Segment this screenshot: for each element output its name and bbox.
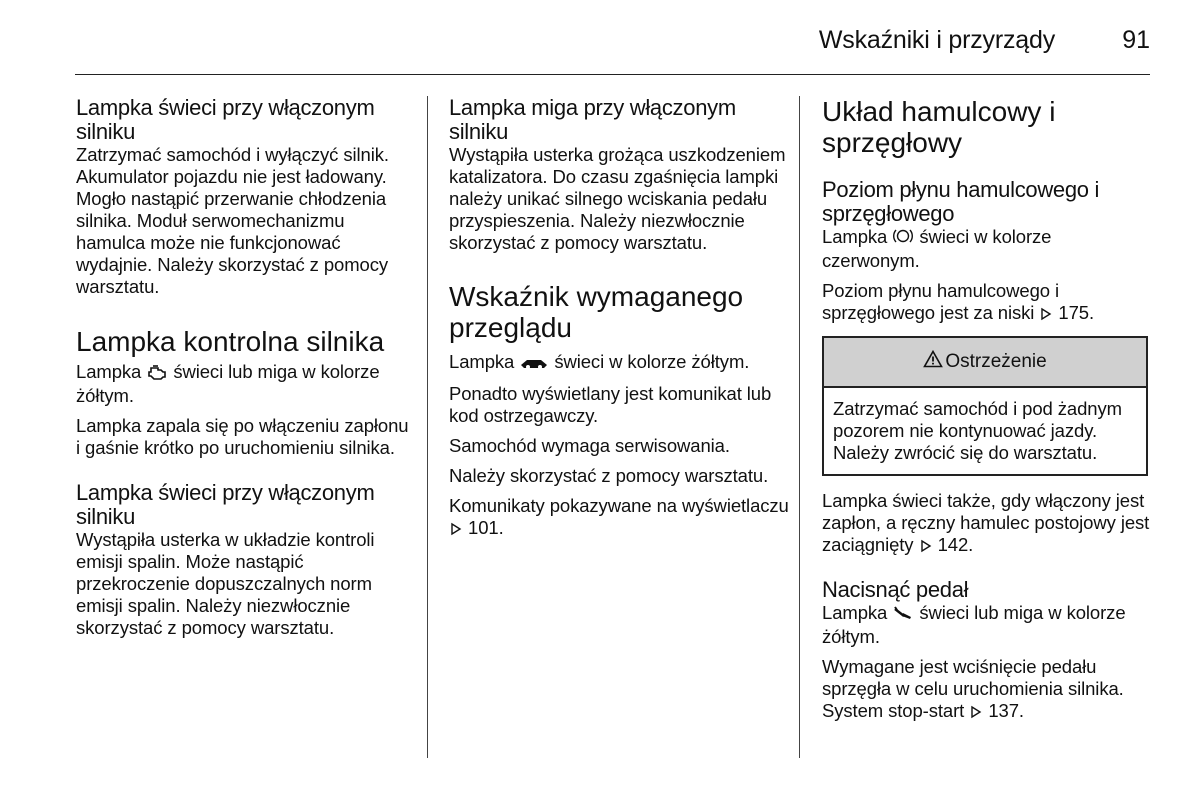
paragraph bbox=[449, 495, 789, 541]
paragraph bbox=[822, 280, 1152, 326]
column-divider-2 bbox=[799, 96, 800, 758]
text-fragment: Lampka bbox=[822, 602, 888, 623]
brake-fluid-icon bbox=[892, 227, 914, 250]
section-heading: Układ hamulcowy i sprzęgłowy bbox=[822, 96, 1056, 158]
paragraph bbox=[76, 361, 416, 407]
section-heading: Lampka miga przy włączonym silniku bbox=[449, 95, 736, 144]
text-fragment: Poziom płynu hamulcowego i sprzęgłowego jest za niski bbox=[822, 280, 1059, 323]
warning-triangle-icon bbox=[923, 350, 943, 374]
paragraph: Zatrzymać samochód i pod żadnym pozorem nie kontynuować jazdy. Należy zwrócić się do warsztatu. bbox=[833, 398, 1122, 463]
paragraph: Ponadto wyświetlany jest komunikat lub kod ostrzegawczy. bbox=[449, 383, 772, 426]
page-reference[interactable]: 142. bbox=[937, 534, 974, 555]
page-reference-arrow-icon bbox=[919, 536, 933, 558]
page-reference-arrow-icon bbox=[449, 519, 463, 541]
header-rule bbox=[75, 74, 1150, 75]
warning-body bbox=[824, 388, 1146, 474]
paragraph: Należy skorzystać z pomocy warsztatu. bbox=[449, 465, 769, 486]
page-reference[interactable]: 175. bbox=[1058, 302, 1095, 323]
engine-check-icon bbox=[146, 363, 168, 385]
text-fragment: Lampka bbox=[822, 226, 888, 247]
text-fragment: świeci w kolorze żółtym. bbox=[554, 351, 750, 372]
section-heading: Poziom płynu hamulcowego i sprzęgłowego bbox=[822, 177, 1100, 226]
page-reference[interactable]: 101. bbox=[468, 517, 504, 538]
clutch-pedal-icon bbox=[892, 604, 914, 626]
warning-header bbox=[824, 338, 1146, 388]
page-number: 91 bbox=[1122, 26, 1150, 54]
paragraph bbox=[822, 490, 1152, 558]
section-heading: Lampka świeci przy włączonym silniku bbox=[76, 480, 375, 529]
column-3 bbox=[822, 96, 1152, 724]
paragraph: Wystąpiła usterka w układzie kontroli emisji spalin. Może nastąpić przekroczenie dopuszczalnych norm emisji spalin. Należy niezwłocznie skorzystać z pomocy warsztatu. bbox=[76, 529, 375, 638]
warning-box bbox=[822, 336, 1148, 476]
page-reference[interactable]: 137. bbox=[988, 700, 1024, 721]
section-heading: Lampka świeci przy włączonym silniku bbox=[76, 95, 375, 144]
paragraph bbox=[822, 602, 1152, 648]
paragraph: Wystąpiła usterka grożąca uszkodzeniem katalizatora. Do czasu zgaśnięcia lampki należy unikać silnego wciskania pedału przyspieszenia. Należy niezwłocznie skorzystać z pomocy warsztatu. bbox=[449, 144, 786, 253]
column-1 bbox=[76, 96, 416, 639]
page-reference-arrow-icon bbox=[1039, 304, 1053, 326]
text-fragment: Komunikaty pokazywane na wyświetlaczu bbox=[449, 495, 789, 516]
paragraph: Lampka zapala się po włączeniu zapłonu i gaśnie krótko po uruchomieniu silnika. bbox=[76, 415, 409, 458]
column-divider-1 bbox=[427, 96, 428, 758]
paragraph: Zatrzymać samochód i wyłączyć silnik. Akumulator pojazdu nie jest ładowany. Mogło nastąpić przerwanie chłodzenia silnika. Moduł serwomechanizmu hamulca może nie funkcjonować wydajnie. Należy skorzystać z pomocy warsztatu. bbox=[76, 144, 389, 297]
paragraph bbox=[822, 226, 1152, 272]
paragraph bbox=[449, 351, 789, 375]
paragraph: Samochód wymaga serwisowania. bbox=[449, 435, 730, 456]
section-heading: Lampka kontrolna silnika bbox=[76, 326, 385, 357]
text-fragment: Wymagane jest wciśnięcie pedału sprzęgła w celu uruchomienia silnika. System stop-start bbox=[822, 656, 1124, 721]
section-heading: Wskaźnik wymaganego przeglądu bbox=[449, 281, 744, 343]
text-fragment: Lampka świeci także, gdy włączony jest zapłon, a ręczny hamulec postojowy jest zaciągnięty bbox=[822, 490, 1150, 555]
page-reference-arrow-icon bbox=[969, 702, 983, 724]
text-fragment: świeci lub miga w kolorze żółtym. bbox=[822, 602, 1126, 647]
service-wrench-icon bbox=[519, 353, 549, 375]
section-heading: Nacisnąć pedał bbox=[822, 577, 969, 602]
warning-title: Ostrzeżenie bbox=[945, 351, 1047, 372]
text-fragment: świeci w kolorze czerwonym. bbox=[822, 226, 1052, 271]
running-header-title: Wskaźniki i przyrządy bbox=[818, 26, 1055, 54]
paragraph bbox=[822, 656, 1152, 724]
text-fragment: Lampka bbox=[76, 361, 142, 382]
text-fragment: świeci lub miga w kolorze żółtym. bbox=[76, 361, 380, 406]
column-2 bbox=[449, 96, 789, 541]
text-fragment: Lampka bbox=[449, 351, 515, 372]
